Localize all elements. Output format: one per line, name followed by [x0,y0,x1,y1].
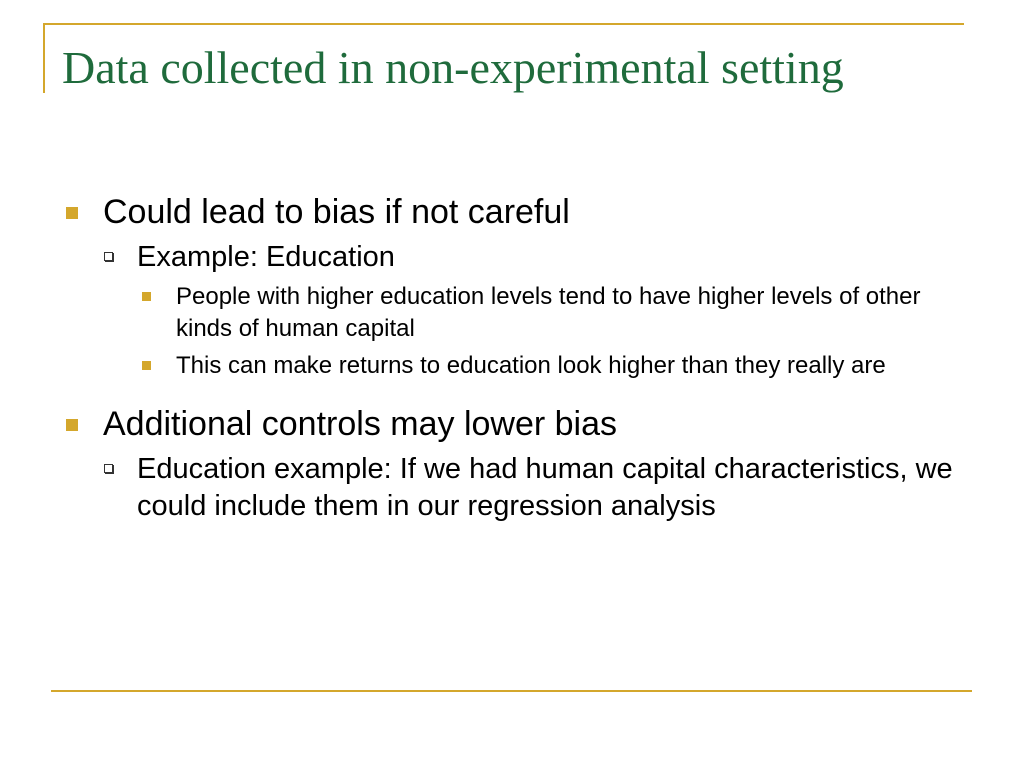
bullet-item [62,188,972,236]
square-bullet-icon [66,419,78,431]
sub-sub-bullet-text: This can make returns to education look higher than they really are [176,352,886,379]
bottom-accent-line [51,690,972,692]
square-bullet-icon [66,207,78,219]
top-accent-line [43,23,964,25]
sub-sub-bullet-item [62,350,972,382]
bullet-text: Could lead to bias if not careful [103,193,570,231]
hollow-square-bullet-icon [104,252,113,261]
sub-sub-bullet-text: People with higher education levels tend to have higher levels of other kinds of human capital [176,283,921,342]
bullet-text: Additional controls may lower bias [103,405,618,443]
sub-bullet-text: Education example: If we had human capital characteristics, we could include them in our regression analysis [137,453,953,522]
slide-title: Data collected in non-experimental setting [62,42,844,93]
sub-bullet-item [62,239,972,276]
sub-sub-bullet-item [62,281,972,345]
slide-body [62,188,972,525]
square-bullet-icon [142,361,151,370]
bullet-item [62,400,972,448]
square-bullet-icon [142,292,151,301]
left-accent-line [43,23,45,93]
sub-bullet-text: Example: Education [137,241,395,273]
hollow-square-bullet-icon [104,464,113,473]
sub-bullet-item [62,451,972,525]
